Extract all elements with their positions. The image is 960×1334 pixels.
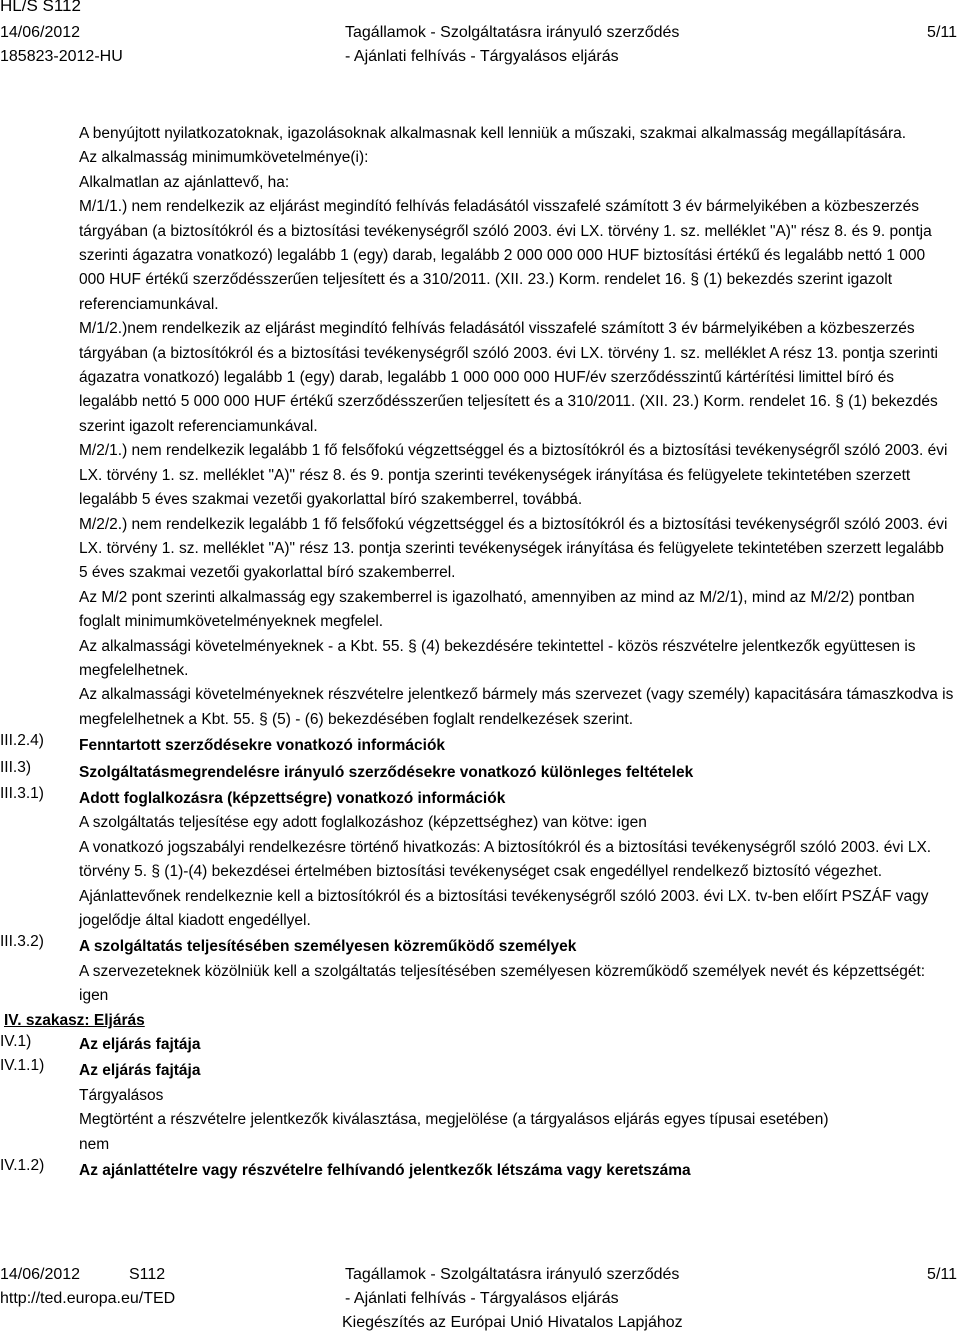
intro-paragraph: Az alkalmassági követelményeknek - a Kbt. 55. § (4) bekezdésére tekintettel - közös részvételre jelentkezők együttesen is megfelelhetnek. <box>79 637 916 679</box>
section-iii-3-1 <box>0 785 954 933</box>
section-title: Az eljárás fajtája <box>79 1036 201 1054</box>
section-number: III.3) <box>0 758 32 776</box>
section-number: IV.1.1) <box>0 1057 45 1075</box>
page-header <box>0 0 960 72</box>
header-doc-id: HL/S S112 <box>0 0 81 15</box>
document-body <box>0 122 960 1183</box>
section-iv-1-2 <box>0 1157 954 1183</box>
section-number: III.3.1) <box>0 784 44 802</box>
section-number: III.2.4) <box>0 732 44 750</box>
part-iv-heading: IV. szakasz: Eljárás <box>4 1011 145 1029</box>
section-iv-1-1 <box>0 1057 954 1157</box>
header-date: 14/06/2012 <box>0 24 81 41</box>
section-number: IV.1.2) <box>0 1157 45 1175</box>
intro-paragraph: Az alkalmasság minimumkövetelménye(i): <box>79 149 369 167</box>
page-footer <box>0 1263 960 1334</box>
header-title-line1: Tagállamok - Szolgáltatásra irányuló szerződés <box>345 24 680 41</box>
section-iii-3-2 <box>0 933 954 1008</box>
suitability-requirements <box>0 122 954 732</box>
section-text: A vonatkozó jogszabályi rendelkezésre történő hivatkozás: A biztosítókról és a biztosítási tevékenységről szóló 2003. évi LX. törvény 5. § (1)-(4) bekezdései értelmében biztosítási tevékenységet csak engedéllyel rendelkező biztosító végezhet. Ajánlattevőnek rendelkeznie kell a biztosítókról és a biztosítási tevékenységről szóló 2003. évi LX. tv-ben előírt PSZÁF vagy jogelődje által kiadott engedéllyel. <box>79 838 932 929</box>
header-page-number: 5/11 <box>927 24 957 41</box>
header-notice-id: 185823-2012-HU <box>0 48 123 65</box>
footer-url: http://ted.europa.eu/TED <box>0 1290 176 1307</box>
section-iv-1 <box>0 1033 954 1057</box>
header-title-line2: - Ajánlati felhívás - Tárgyalásos eljárás <box>345 48 619 65</box>
footer-title-line1: Tagállamok - Szolgáltatásra irányuló szerződés <box>345 1266 680 1283</box>
section-number: IV.1) <box>0 1033 32 1051</box>
section-text: A szolgáltatás teljesítése egy adott foglalkozáshoz (képzettséghez) van kötve: igen <box>79 814 647 832</box>
section-title: Fenntartott szerződésekre vonatkozó információk <box>79 737 446 755</box>
section-text: nem <box>79 1135 110 1153</box>
intro-paragraph: Az M/2 pont szerinti alkalmasság egy szakemberrel is igazolható, amennyiben az mind az M/2/1), mind az M/2/2) pontban foglalt minimumkövetelményeknek megfelel. <box>79 588 915 631</box>
footer-title-line2: - Ajánlati felhívás - Tárgyalásos eljárás <box>345 1290 619 1307</box>
footer-date: 14/06/2012 <box>0 1266 81 1283</box>
section-iii-3 <box>0 759 954 785</box>
section-title: Az eljárás fajtája <box>79 1062 201 1080</box>
section-text: Megtörtént a részvételre jelentkezők kiválasztása, megjelölése (a tárgyalásos eljárás egyes típusai esetében) <box>79 1111 829 1129</box>
intro-paragraph: Alkalmatlan az ajánlattevő, ha: <box>79 173 290 191</box>
section-iii-2-4 <box>0 732 954 758</box>
section-title: Szolgáltatásmegrendelésre irányuló szerződésekre vonatkozó különleges feltételek <box>79 763 694 781</box>
intro-paragraph: M/2/1.) nem rendelkezik legalább 1 fő felsőfokú végzettséggel és a biztosítókról és a biztosítási tevékenységről szóló 2003. évi LX. törvény 1. sz. melléklet "A)" rész 8. és 9. pontja szerinti tevékenységek irányítása és felügyelete tekintetében szerzett legalább 5 éves szakmai vezetői gyakorlattal bíró szakemberrel, továbbá. <box>79 442 948 509</box>
intro-paragraph: M/1/2.)nem rendelkezik az eljárást megindító felhívás feladásától visszafelé számított 3 év bármelyikében a közbeszerzés tárgyában (a biztosítókról és a biztosítási tevékenységről szóló 2003. évi LX. törvény 1. sz. melléklet A rész 13. pontja szerinti ágazatra vonatkozó) legalább 1 (egy) darab, legalább 1 000 000 000 HUF/év szerződésszintű kártérítési limittel bíró és legalább nettó 5 000 000 HUF értékű szerződésszerűen teljesített és a 310/2011. (XII. 23.) Korm. rendelet 16. § (1) bekezdés szerint igazolt referenciamunkával. <box>79 320 938 435</box>
footer-title-line3: Kiegészítés az Európai Unió Hivatalos Lapjához <box>342 1314 683 1331</box>
section-text: Tárgyalásos <box>79 1086 164 1104</box>
intro-paragraph: A benyújtott nyilatkozatoknak, igazolásoknak alkalmasnak kell lenniük a műszaki, szakmai alkalmasság megállapítására. <box>79 125 907 142</box>
footer-page-number: 5/11 <box>927 1266 957 1283</box>
intro-paragraph: M/2/2.) nem rendelkezik legalább 1 fő felsőfokú végzettséggel és a biztosítókról és a biztosítási tevékenységről szóló 2003. évi LX. törvény 1. sz. melléklet "A)" rész 13. pontja szerinti tevékenységek irányítása és felügyelete tekintetében szerzett legalább 5 éves szakmai vezetői gyakorlattal bíró szakemberrel. <box>79 515 948 582</box>
footer-series: S112 <box>129 1266 166 1283</box>
intro-paragraph: M/1/1.) nem rendelkezik az eljárást megindító felhívás feladásától visszafelé számított 3 év bármelyikében a közbeszerzés tárgyában (a biztosítókról és a biztosítási tevékenységről szóló 2003. évi LX. törvény 1. sz. melléklet "A)" rész 8. és 9. pontja szerinti ágazatra vonatkozó) legalább 1 (egy) darab, legalább 2 000 000 000 HUF biztosítási értékű és legalább nettó 1 000 000 HUF értékű szerződésszerűen teljesített és a 310/2011. (XII. 23.) Korm. rendelet 16. § (1) bekezdés szerint igazolt referenciamunkával. <box>79 198 932 313</box>
intro-paragraph: Az alkalmassági követelményeknek részvételre jelentkező bármely más szervezet (vagy személy) kapacitására támaszkodva is megfelelhetnek a Kbt. 55. § (5) - (6) bekezdésében foglalt rendelkezések szerint. <box>79 686 954 728</box>
section-number: III.3.2) <box>0 933 44 951</box>
section-title: Adott foglalkozásra (képzettségre) vonatkozó információk <box>79 789 506 807</box>
section-title: A szolgáltatás teljesítésében személyesen közreműködő személyek <box>79 938 577 956</box>
section-text: A szervezeteknek közölniük kell a szolgáltatás teljesítésében személyesen közreműködő személyek nevét és képzettségét: igen <box>79 962 926 1005</box>
section-title: Az ajánlattételre vagy részvételre felhívandó jelentkezők létszáma vagy keretszáma <box>79 1162 691 1180</box>
